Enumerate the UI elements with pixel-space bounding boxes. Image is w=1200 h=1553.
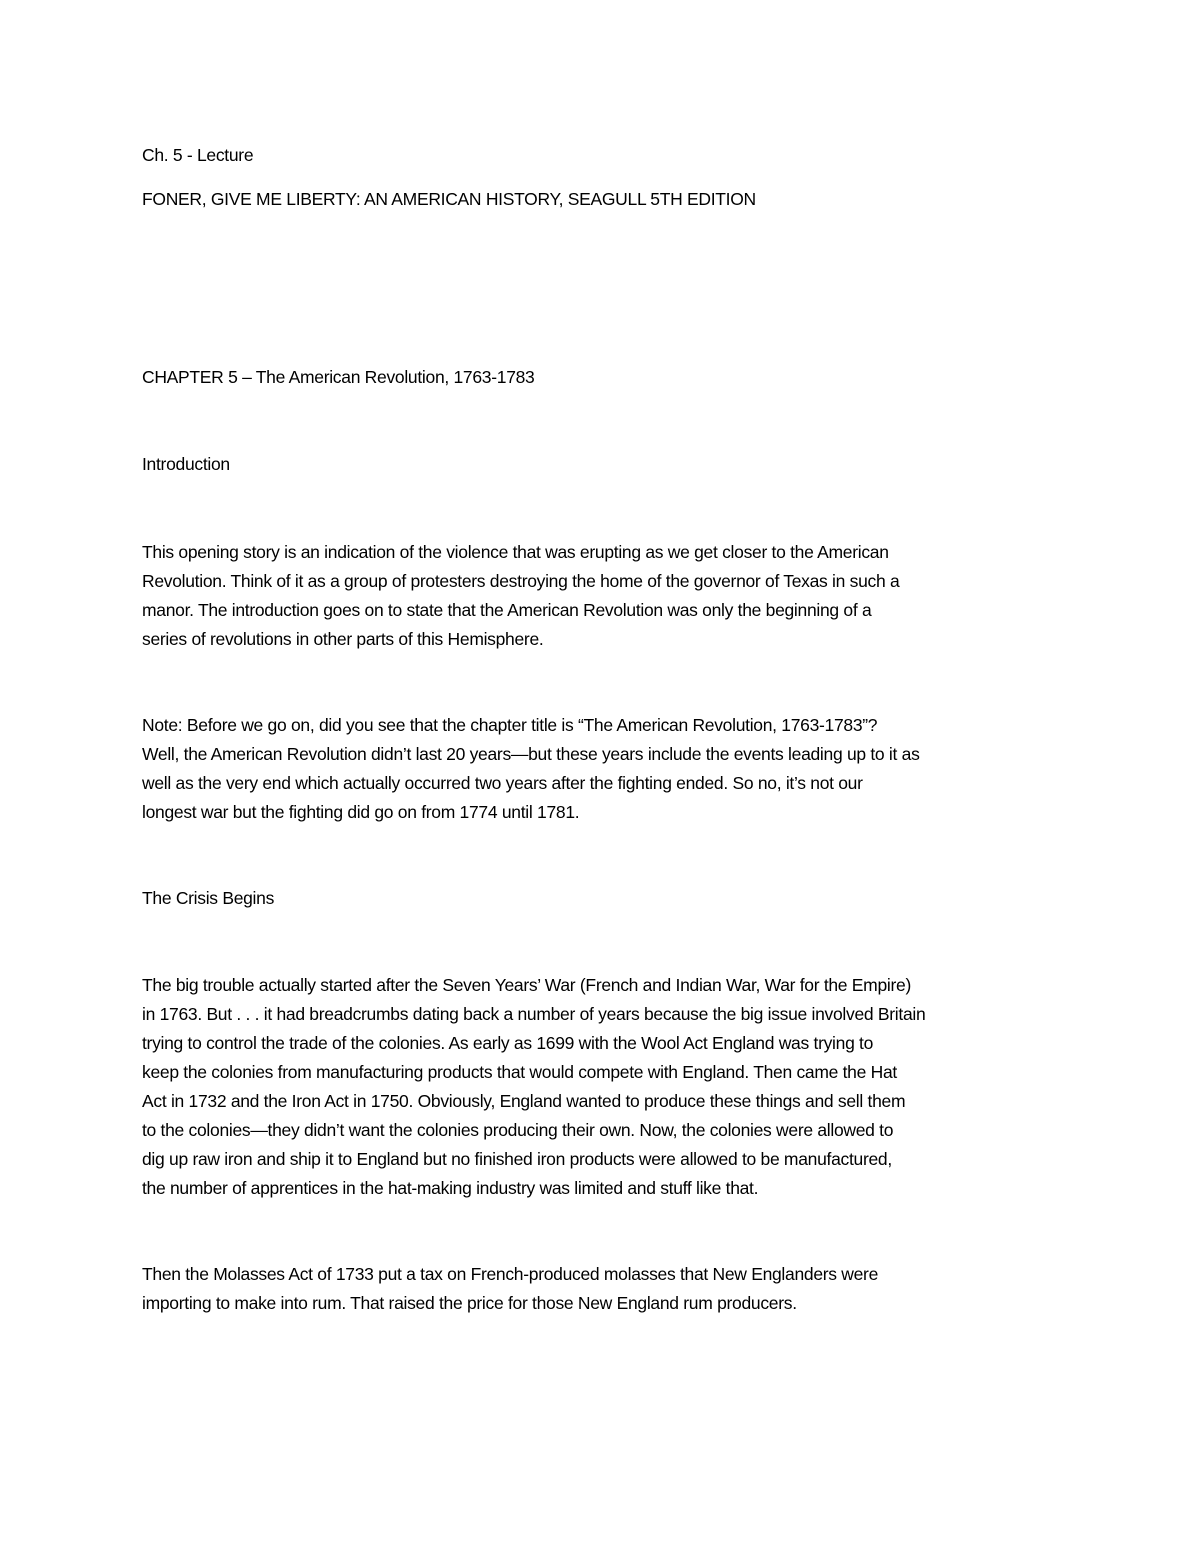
paragraph-line: dig up raw iron and ship it to England but no finished iron products were allowed to be manufactured,	[142, 1149, 892, 1169]
paragraph-line: keep the colonies from manufacturing products that would compete with England. Then came the Hat	[142, 1062, 897, 1082]
lecture-label: Ch. 5 - Lecture	[142, 145, 254, 165]
paragraph-line: the number of apprentices in the hat-making industry was limited and stuff like that.	[142, 1178, 759, 1198]
molasses-paragraph	[142, 1260, 1067, 1318]
paragraph-line: manor. The introduction goes on to state that the American Revolution was only the beginning of a	[142, 600, 872, 620]
crisis-heading: The Crisis Begins	[142, 888, 275, 908]
paragraph-line: longest war but the fighting did go on from 1774 until 1781.	[142, 802, 580, 822]
paragraph-line: The big trouble actually started after the Seven Years’ War (French and Indian War, War for the Empire)	[142, 975, 911, 995]
introduction-paragraph	[142, 538, 1067, 654]
paragraph-line: in 1763. But . . . it had breadcrumbs dating back a number of years because the big issue involved Britain	[142, 1004, 926, 1024]
paragraph-line: Then the Molasses Act of 1733 put a tax on French-produced molasses that New Englanders were	[142, 1264, 879, 1284]
paragraph-line: This opening story is an indication of the violence that was erupting as we get closer to the American	[142, 542, 889, 562]
paragraph-line: to the colonies—they didn’t want the colonies producing their own. Now, the colonies were allowed to	[142, 1120, 894, 1140]
paragraph-line: Revolution. Think of it as a group of protesters destroying the home of the governor of Texas in such a	[142, 571, 900, 591]
crisis-paragraph	[142, 971, 1067, 1203]
chapter-heading: CHAPTER 5 – The American Revolution, 1763-1783	[142, 367, 535, 387]
paragraph-line: series of revolutions in other parts of this Hemisphere.	[142, 629, 544, 649]
book-title: FONER, GIVE ME LIBERTY: AN AMERICAN HISTORY, SEAGULL 5TH EDITION	[142, 189, 756, 209]
note-paragraph	[142, 711, 1067, 827]
paragraph-line: trying to control the trade of the colonies. As early as 1699 with the Wool Act England was trying to	[142, 1033, 874, 1053]
paragraph-line: Well, the American Revolution didn’t last 20 years—but these years include the events leading up to it as	[142, 744, 920, 764]
paragraph-line: Note: Before we go on, did you see that the chapter title is “The American Revolution, 1763-1783”?	[142, 715, 878, 735]
introduction-heading: Introduction	[142, 454, 230, 474]
paragraph-line: importing to make into rum. That raised the price for those New England rum producers.	[142, 1293, 797, 1313]
paragraph-line: Act in 1732 and the Iron Act in 1750. Obviously, England wanted to produce these things and sell them	[142, 1091, 906, 1111]
paragraph-line: well as the very end which actually occurred two years after the fighting ended. So no, it’s not our	[142, 773, 863, 793]
